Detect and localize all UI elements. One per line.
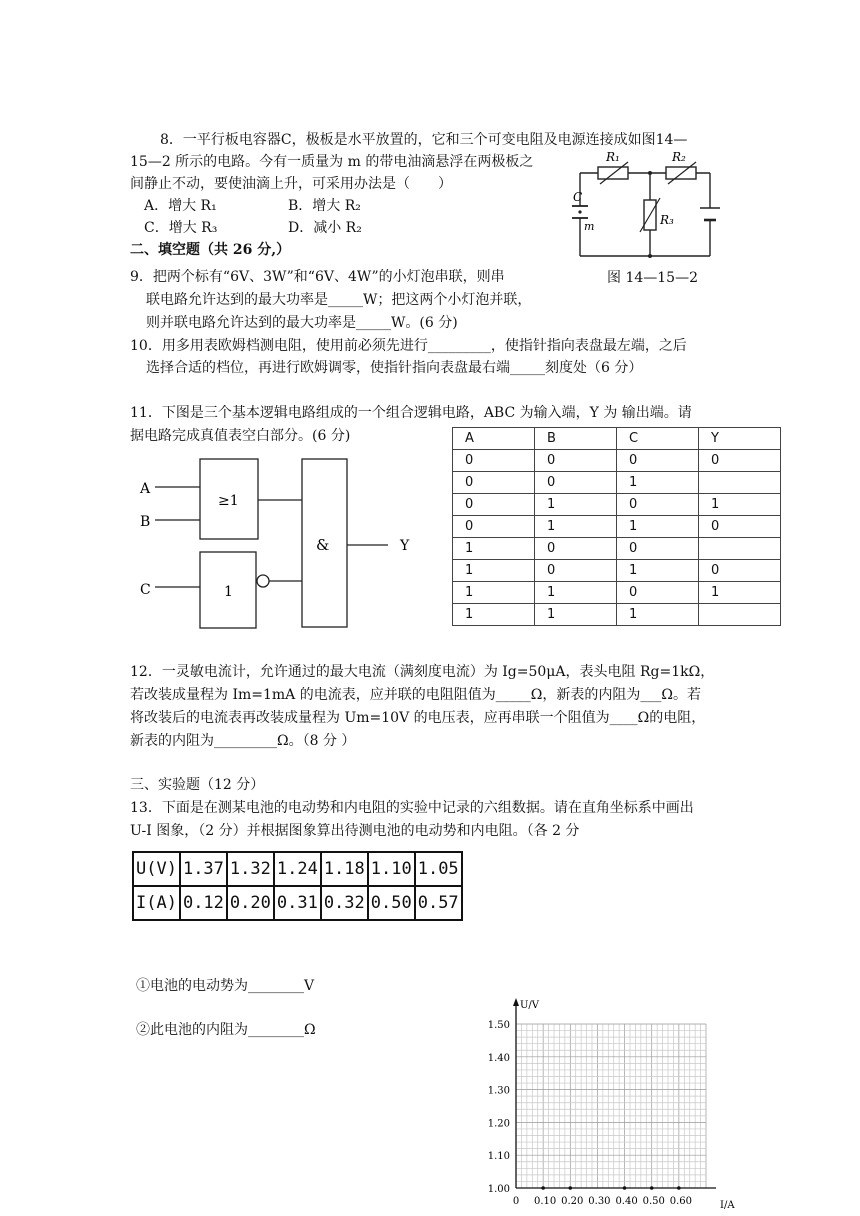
q12-line2: 若改装成量程为 Im=1mA 的电流表，应并联的电阻阻值为_____Ω，新表的内阻为___Ω。若 bbox=[130, 687, 701, 703]
cell: 0 bbox=[453, 494, 535, 516]
header-cell: B bbox=[535, 428, 617, 450]
not-bubble bbox=[257, 575, 269, 587]
cell: 0 bbox=[699, 516, 781, 538]
i-value-cell: 0.31 bbox=[274, 886, 321, 920]
q8-line1: 8．一平行板电容器C，极板是水平放置的，它和三个可变电阻及电源连接成如图14— bbox=[160, 132, 688, 148]
truth-table bbox=[452, 427, 781, 626]
cell: 1 bbox=[453, 604, 535, 626]
table-row bbox=[453, 604, 781, 626]
x-tick-label: 0.50 bbox=[642, 1196, 665, 1207]
q12-line4: 新表的内阻为_________Ω。（8 分 ） bbox=[130, 733, 356, 749]
cell: 0 bbox=[535, 472, 617, 494]
section2-heading: 二、填空题（共 26 分,） bbox=[130, 242, 291, 258]
i-value-cell: 0.20 bbox=[227, 886, 274, 920]
q13-line1: 13．下面是在测某电池的电动势和内电阻的实验中记录的六组数据。请在直角坐标系中画出 bbox=[130, 800, 694, 816]
x-tick-label: 0 bbox=[512, 1196, 520, 1207]
u-value-cell: 1.18 bbox=[321, 852, 368, 886]
u-value-cell: 1.05 bbox=[415, 852, 462, 886]
cell: 1 bbox=[617, 604, 699, 626]
data-point bbox=[541, 1186, 545, 1190]
cell: 0 bbox=[535, 450, 617, 472]
q12-line1: 12．一灵敏电流计，允许通过的最大电流（满刻度电流）为 Ig=50μA，表头电阻 Rg=1kΩ， bbox=[130, 664, 715, 680]
cell: 0 bbox=[453, 516, 535, 538]
table-row bbox=[453, 582, 781, 604]
y-tick-label: 1.50 bbox=[487, 1020, 510, 1031]
ui-graph bbox=[478, 996, 738, 1210]
input-a-label: A bbox=[140, 481, 151, 497]
x-tick-label: 0.10 bbox=[534, 1196, 557, 1207]
or-gate-symbol: ≥1 bbox=[218, 493, 239, 509]
cell: 1 bbox=[535, 494, 617, 516]
cell: 1 bbox=[453, 560, 535, 582]
q13-line2: U-I 图象，（2 分）并根据图象算出待测电池的电动势和内电阻。（各 2 分 bbox=[130, 823, 580, 839]
r1-resistor bbox=[598, 167, 628, 179]
q8-option-a: A．增大 R₁ bbox=[144, 198, 217, 214]
r2-resistor bbox=[666, 167, 696, 179]
cell: 1 bbox=[453, 582, 535, 604]
input-c-label: C bbox=[140, 582, 151, 598]
cell: 1 bbox=[535, 604, 617, 626]
cell: 1 bbox=[699, 494, 781, 516]
q8-option-c: C．增大 R₃ bbox=[144, 220, 218, 236]
cell: 0 bbox=[617, 494, 699, 516]
i-value-cell: 0.12 bbox=[180, 886, 227, 920]
x-tick-label: 0.30 bbox=[588, 1196, 611, 1207]
q9-line2: 联电路允许达到的最大功率是_____W；把这两个小灯泡并联， bbox=[146, 292, 532, 308]
i-value-cell: 0.57 bbox=[415, 886, 462, 920]
x-tick-label: 0.60 bbox=[669, 1196, 692, 1207]
u-value-cell: 1.10 bbox=[368, 852, 415, 886]
i-row bbox=[133, 886, 462, 920]
table-row bbox=[453, 538, 781, 560]
y-tick-label: 1.30 bbox=[487, 1085, 510, 1097]
q8-option-d: D．减小 R₂ bbox=[288, 220, 362, 236]
table-row bbox=[453, 494, 781, 516]
input-b-label: B bbox=[140, 514, 151, 530]
oil-drop bbox=[578, 210, 581, 213]
cell: 0 bbox=[453, 472, 535, 494]
cell: 0 bbox=[617, 450, 699, 472]
not-gate-symbol: 1 bbox=[224, 584, 233, 600]
i-label-cell: I(A) bbox=[133, 886, 180, 920]
data-point bbox=[650, 1186, 654, 1190]
cell: 1 bbox=[535, 516, 617, 538]
cell: 1 bbox=[535, 582, 617, 604]
r1-label: R₁ bbox=[606, 150, 620, 164]
internal-resistance-blank: ②此电池的内阻为________Ω bbox=[136, 1022, 316, 1038]
figure-caption: 图 14—15—2 bbox=[607, 270, 698, 286]
m-label: m bbox=[584, 220, 595, 233]
x-axis-label: I/A bbox=[720, 1200, 735, 1210]
q8-line3: 间静止不动，要使油滴上升，可采用办法是（ ） bbox=[130, 176, 452, 192]
u-value-cell: 1.37 bbox=[180, 852, 227, 886]
header-cell: Y bbox=[699, 428, 781, 450]
header-cell: A bbox=[453, 428, 535, 450]
cell: 1 bbox=[699, 582, 781, 604]
u-value-cell: 1.32 bbox=[227, 852, 274, 886]
y-axis-arrow bbox=[513, 998, 519, 1006]
cell: 0 bbox=[699, 450, 781, 472]
circuit-diagram bbox=[570, 148, 720, 266]
logic-circuit bbox=[130, 450, 430, 635]
u-value-cell: 1.24 bbox=[274, 852, 321, 886]
q11-line2: 据电路完成真值表空白部分。(6 分) bbox=[130, 428, 351, 444]
blank-cell[interactable] bbox=[699, 472, 781, 494]
cell: 0 bbox=[453, 450, 535, 472]
x-tick-label: 0.20 bbox=[561, 1196, 584, 1207]
i-value-cell: 0.50 bbox=[368, 886, 415, 920]
data-point bbox=[677, 1186, 681, 1190]
q11-line1: 11．下图是三个基本逻辑电路组成的一个组合逻辑电路，ABC 为输入端，Y 为 输出端。请 bbox=[130, 405, 692, 421]
x-tick-label: 0.40 bbox=[615, 1196, 638, 1207]
cell: 0 bbox=[535, 538, 617, 560]
cell: 0 bbox=[617, 538, 699, 560]
q8-option-b: B．增大 R₂ bbox=[288, 198, 361, 214]
q8-line2: 15—2 所示的电路。今有一质量为 m 的带电油滴悬浮在两极板之 bbox=[130, 154, 534, 170]
u-label-cell: U(V) bbox=[133, 852, 180, 886]
cell: 1 bbox=[617, 560, 699, 582]
cell: 1 bbox=[617, 472, 699, 494]
ui-data-table bbox=[132, 851, 463, 921]
r2-label: R₂ bbox=[672, 150, 686, 164]
output-y-label: Y bbox=[400, 538, 410, 554]
q10-line2: 选择合适的档位，再进行欧姆调零，使指针指向表盘最右端_____刻度处（6 分） bbox=[146, 360, 643, 376]
data-point bbox=[568, 1186, 572, 1190]
i-value-cell: 0.32 bbox=[321, 886, 368, 920]
data-point bbox=[623, 1186, 627, 1190]
y-tick-label: 1.10 bbox=[487, 1151, 510, 1163]
blank-cell[interactable] bbox=[699, 604, 781, 626]
q9-line3: 则并联电路允许达到的最大功率是_____W。(6 分) bbox=[146, 315, 458, 331]
and-gate-symbol: & bbox=[316, 536, 330, 554]
section3-heading: 三、实验题（12 分） bbox=[130, 777, 265, 793]
y-axis-label: U/V bbox=[520, 1000, 540, 1011]
y-tick-label: 1.40 bbox=[487, 1052, 510, 1064]
table-row bbox=[453, 472, 781, 494]
header-cell: C bbox=[617, 428, 699, 450]
r3-label: R₃ bbox=[660, 213, 674, 227]
y-tick-label: 1.00 bbox=[487, 1184, 510, 1195]
cell: 0 bbox=[699, 560, 781, 582]
cell: 0 bbox=[617, 582, 699, 604]
truth-table-header bbox=[453, 428, 781, 450]
q9-line1: 9．把两个标有“6V、3W”和“6V、4W”的小灯泡串联，则串 bbox=[130, 269, 505, 285]
table-row bbox=[453, 516, 781, 538]
y-tick-label: 1.20 bbox=[487, 1118, 510, 1130]
q12-line3: 将改装后的电流表再改装成量程为 Um=10V 的电压表，应再串联一个阻值为____Ω的电阻， bbox=[130, 710, 706, 726]
blank-cell[interactable] bbox=[699, 538, 781, 560]
table-row bbox=[453, 560, 781, 582]
cell: 0 bbox=[535, 560, 617, 582]
emf-blank: ①电池的电动势为________V bbox=[136, 978, 315, 994]
u-row bbox=[133, 852, 462, 886]
table-row bbox=[453, 450, 781, 472]
q10-line1: 10．用多用表欧姆档测电阻，使用前必须先进行_________，使指针指向表盘最左端，之后 bbox=[130, 338, 687, 354]
cell: 1 bbox=[453, 538, 535, 560]
c-label: C bbox=[573, 190, 583, 204]
cell: 1 bbox=[617, 516, 699, 538]
